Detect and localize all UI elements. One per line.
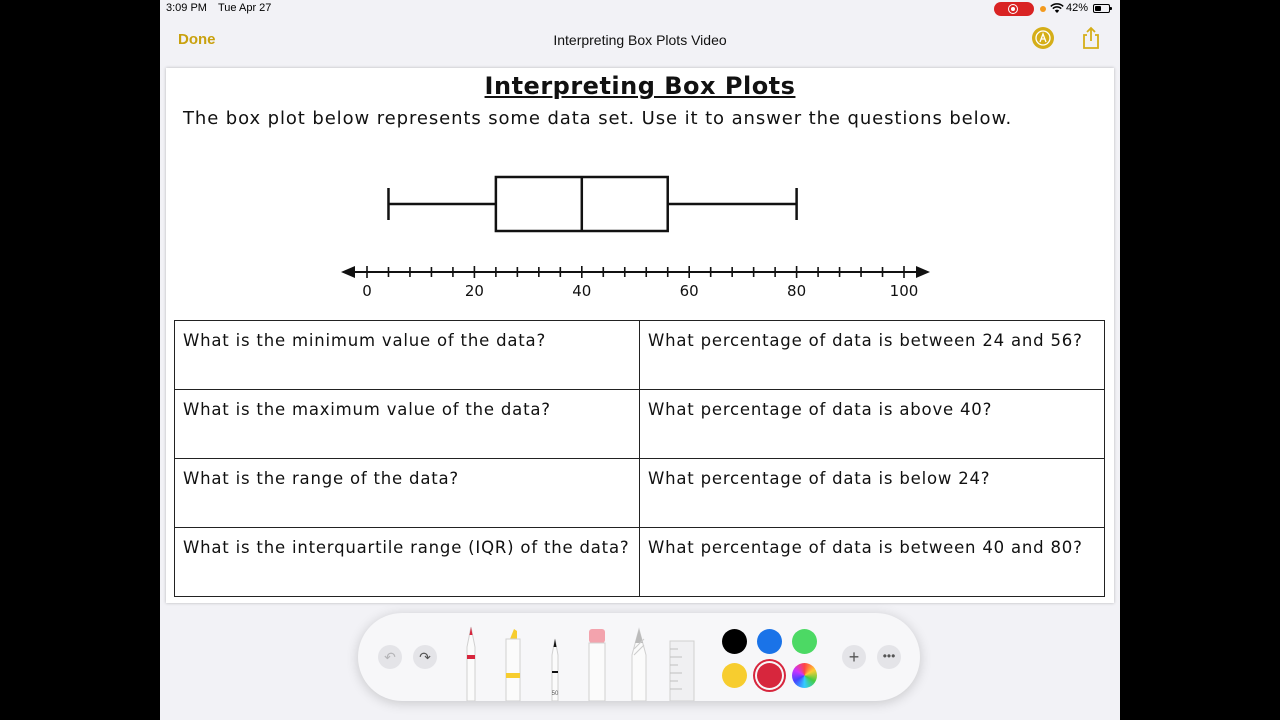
table-row	[175, 528, 1105, 597]
table-row	[175, 321, 1105, 390]
question-cell: What percentage of data is below 24?	[640, 459, 1105, 528]
tick-label: 0	[362, 282, 372, 300]
question-cell: What is the maximum value of the data?	[175, 390, 640, 459]
battery-icon	[1093, 4, 1110, 13]
share-icon[interactable]	[1080, 26, 1102, 50]
question-cell: What percentage of data is above 40?	[640, 390, 1105, 459]
tick-label: 80	[787, 282, 807, 300]
color-swatch[interactable]	[722, 629, 747, 654]
color-swatch[interactable]	[757, 663, 782, 688]
status-date: Tue Apr 27	[218, 2, 272, 14]
navigation-bar	[160, 20, 1120, 62]
tick-label: 40	[572, 282, 592, 300]
ipad-screen	[160, 0, 1120, 720]
tick-label: 60	[679, 282, 699, 300]
markup-icon[interactable]	[1032, 27, 1054, 49]
color-picker-icon[interactable]	[792, 663, 817, 688]
tick-label: 100	[889, 282, 919, 300]
questions-table	[174, 320, 1105, 597]
color-swatch[interactable]	[722, 663, 747, 688]
pencil-tool-icon[interactable]	[628, 625, 650, 701]
marker-tool-icon[interactable]	[544, 625, 566, 701]
question-cell: What percentage of data is between 40 and 80?	[640, 528, 1105, 597]
battery-percentage: 42%	[1066, 2, 1089, 14]
done-button[interactable]: Done	[178, 31, 216, 48]
worksheet-title: Interpreting Box Plots	[484, 72, 796, 100]
undo-icon[interactable]: ↶	[378, 645, 402, 669]
worksheet-instructions: The box plot below represents some data set. Use it to answer the questions below.	[183, 108, 1013, 129]
question-cell: What is the range of the data?	[175, 459, 640, 528]
highlighter-tool-icon[interactable]	[502, 625, 524, 701]
left-arrow	[341, 266, 355, 278]
color-swatch[interactable]	[757, 629, 782, 654]
status-time: 3:09 PM	[166, 2, 207, 14]
redo-icon[interactable]: ↷	[413, 645, 437, 669]
right-arrow	[916, 266, 930, 278]
ruler-tool-icon[interactable]	[668, 639, 696, 701]
pen-tool-icon[interactable]	[460, 625, 482, 701]
status-bar	[160, 0, 1120, 18]
wifi-icon	[1050, 3, 1064, 14]
add-icon[interactable]: +	[842, 645, 866, 669]
table-row	[175, 390, 1105, 459]
question-cell: What is the interquartile range (IQR) of the data?	[175, 528, 640, 597]
tick-label: 20	[464, 282, 484, 300]
question-cell: What percentage of data is between 24 and 56?	[640, 321, 1105, 390]
markup-toolbar	[358, 613, 920, 701]
pen-size-label: 50	[551, 691, 559, 697]
more-options-icon[interactable]: •••	[877, 645, 901, 669]
eraser-tool-icon[interactable]	[586, 625, 608, 701]
document-title: Interpreting Box Plots Video	[553, 32, 727, 48]
question-cell: What is the minimum value of the data?	[175, 321, 640, 390]
color-swatch[interactable]	[792, 629, 817, 654]
microphone-indicator-icon	[1040, 6, 1046, 12]
table-row	[175, 459, 1105, 528]
box-plot-chart	[336, 163, 936, 308]
screen-recording-indicator[interactable]	[994, 2, 1034, 16]
document-page	[166, 68, 1114, 603]
